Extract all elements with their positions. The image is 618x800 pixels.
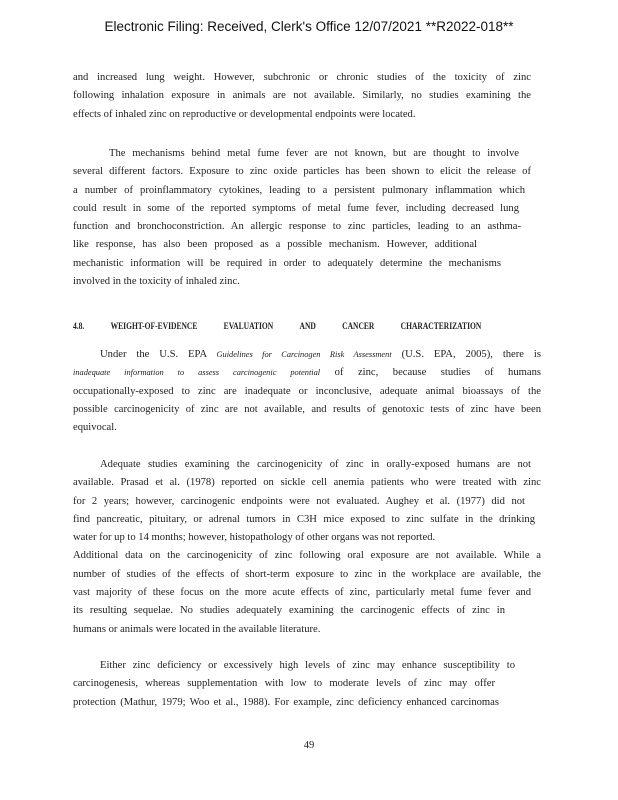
text-line: for 2 years; however, carcinogenic endpoints were not evaluated. Aughey et al. (1977) did not — [73, 495, 525, 507]
section-word: EVALUATION — [223, 321, 274, 331]
section-word: CHARACTERIZATION — [400, 321, 482, 331]
text-line: like response, has also been proposed as a possible mechanism. However, additional — [73, 239, 477, 251]
page-number: 49 — [303, 740, 315, 751]
text-line: its resulting sequelae. No studies adequately examining the carcinogenic effects of zinc in — [73, 605, 505, 617]
text-line: Either zinc deficiency or excessively high levels of zinc may enhance susceptibility to — [100, 660, 515, 671]
text-line: carcinogenesis, whereas supplementation with low to moderate levels of zinc may offer — [73, 678, 495, 690]
section-word: AND — [299, 321, 316, 331]
text-span: Under the U.S. EPA — [100, 349, 207, 360]
text-line: vast majority of these focus on the more acute effects of zinc, particularly metal fume fever and — [73, 587, 531, 599]
text-line: mechanistic information will be required in order to adequately determine the mechanisms — [73, 257, 501, 269]
guideline-title: Guidelines for Carcinogen Risk Assessment — [216, 350, 392, 359]
text-line: Additional data on the carcinogenicity of zinc following oral exposure are not available. While a — [73, 550, 541, 562]
text-line: find pancreatic, pituitary, or adrenal tumors in C3H mice exposed to zinc sulfate in the drinking — [73, 513, 535, 525]
section-word: CANCER — [342, 321, 375, 331]
text-span: of zinc, because studies of humans — [334, 367, 542, 379]
text-span: (U.S. EPA, 2005), there is — [401, 349, 541, 360]
text-line: following inhalation exposure in animals are not available. Similarly, no studies examining the — [73, 90, 531, 102]
text-line: number of studies of the effects of short-term exposure to zinc in the workplace are available, the — [73, 568, 541, 580]
text-line: could result in some of the reported symptoms of metal fume fever, including decreased lung — [73, 202, 519, 214]
text-line: function and bronchoconstriction. An allergic response to zinc particles, leading to an asthma- — [73, 221, 521, 233]
descriptor-italic: inadequate information to assess carcinogenic potential — [73, 368, 321, 378]
text-line: possible carcinogenicity of zinc are not available, and results of genotoxic tests of zinc have been — [73, 403, 541, 415]
section-word: WEIGHT-OF-EVIDENCE — [110, 321, 198, 331]
text-line: several different factors. Exposure to zinc oxide particles has been shown to elicit the release of — [73, 166, 531, 178]
text-line: effects of inhaled zinc on reproductive or developmental endpoints were located. — [73, 108, 416, 120]
text-line: equivocal. — [73, 422, 117, 434]
text-line: a number of proinflammatory cytokines, leading to a persistent pulmonary inflammation which — [73, 184, 525, 196]
text-line: protection (Mathur, 1979; Woo et al., 1988). For example, zinc deficiency enhanced carcinomas — [73, 696, 499, 708]
paragraph-5 — [73, 657, 541, 712]
text-line: available. Prasad et al. (1978) reported on sickle cell anemia patients who were treated with zinc — [73, 477, 541, 489]
section-heading — [73, 321, 481, 331]
text-line: humans or animals were located in the available literature. — [73, 623, 321, 635]
text-line: water for up to 14 months; however, histopathology of other organs was not reported. — [73, 532, 436, 544]
text-line: occupationally-exposed to zinc are inadequate or inconclusive, adequate animal bioassays of the — [73, 385, 541, 397]
paragraph-4 — [73, 456, 541, 639]
text-line — [100, 346, 541, 364]
text-line — [73, 364, 541, 382]
text-line: and increased lung weight. However, subchronic or chronic studies of the toxicity of zinc — [73, 72, 531, 83]
section-number: 4.8. — [73, 321, 85, 331]
text-line: Adequate studies examining the carcinogenicity of zinc in orally-exposed humans are not — [100, 459, 531, 470]
filing-header: Electronic Filing: Received, Clerk's Office 12/07/2021 **R2022-018** — [104, 19, 514, 34]
text-line: The mechanisms behind metal fume fever are not known, but are thought to involve — [109, 148, 519, 159]
paragraph-1 — [73, 69, 541, 124]
paragraph-3 — [73, 346, 541, 437]
text-line: involved in the toxicity of inhaled zinc. — [73, 276, 240, 288]
paragraph-2 — [73, 145, 541, 291]
